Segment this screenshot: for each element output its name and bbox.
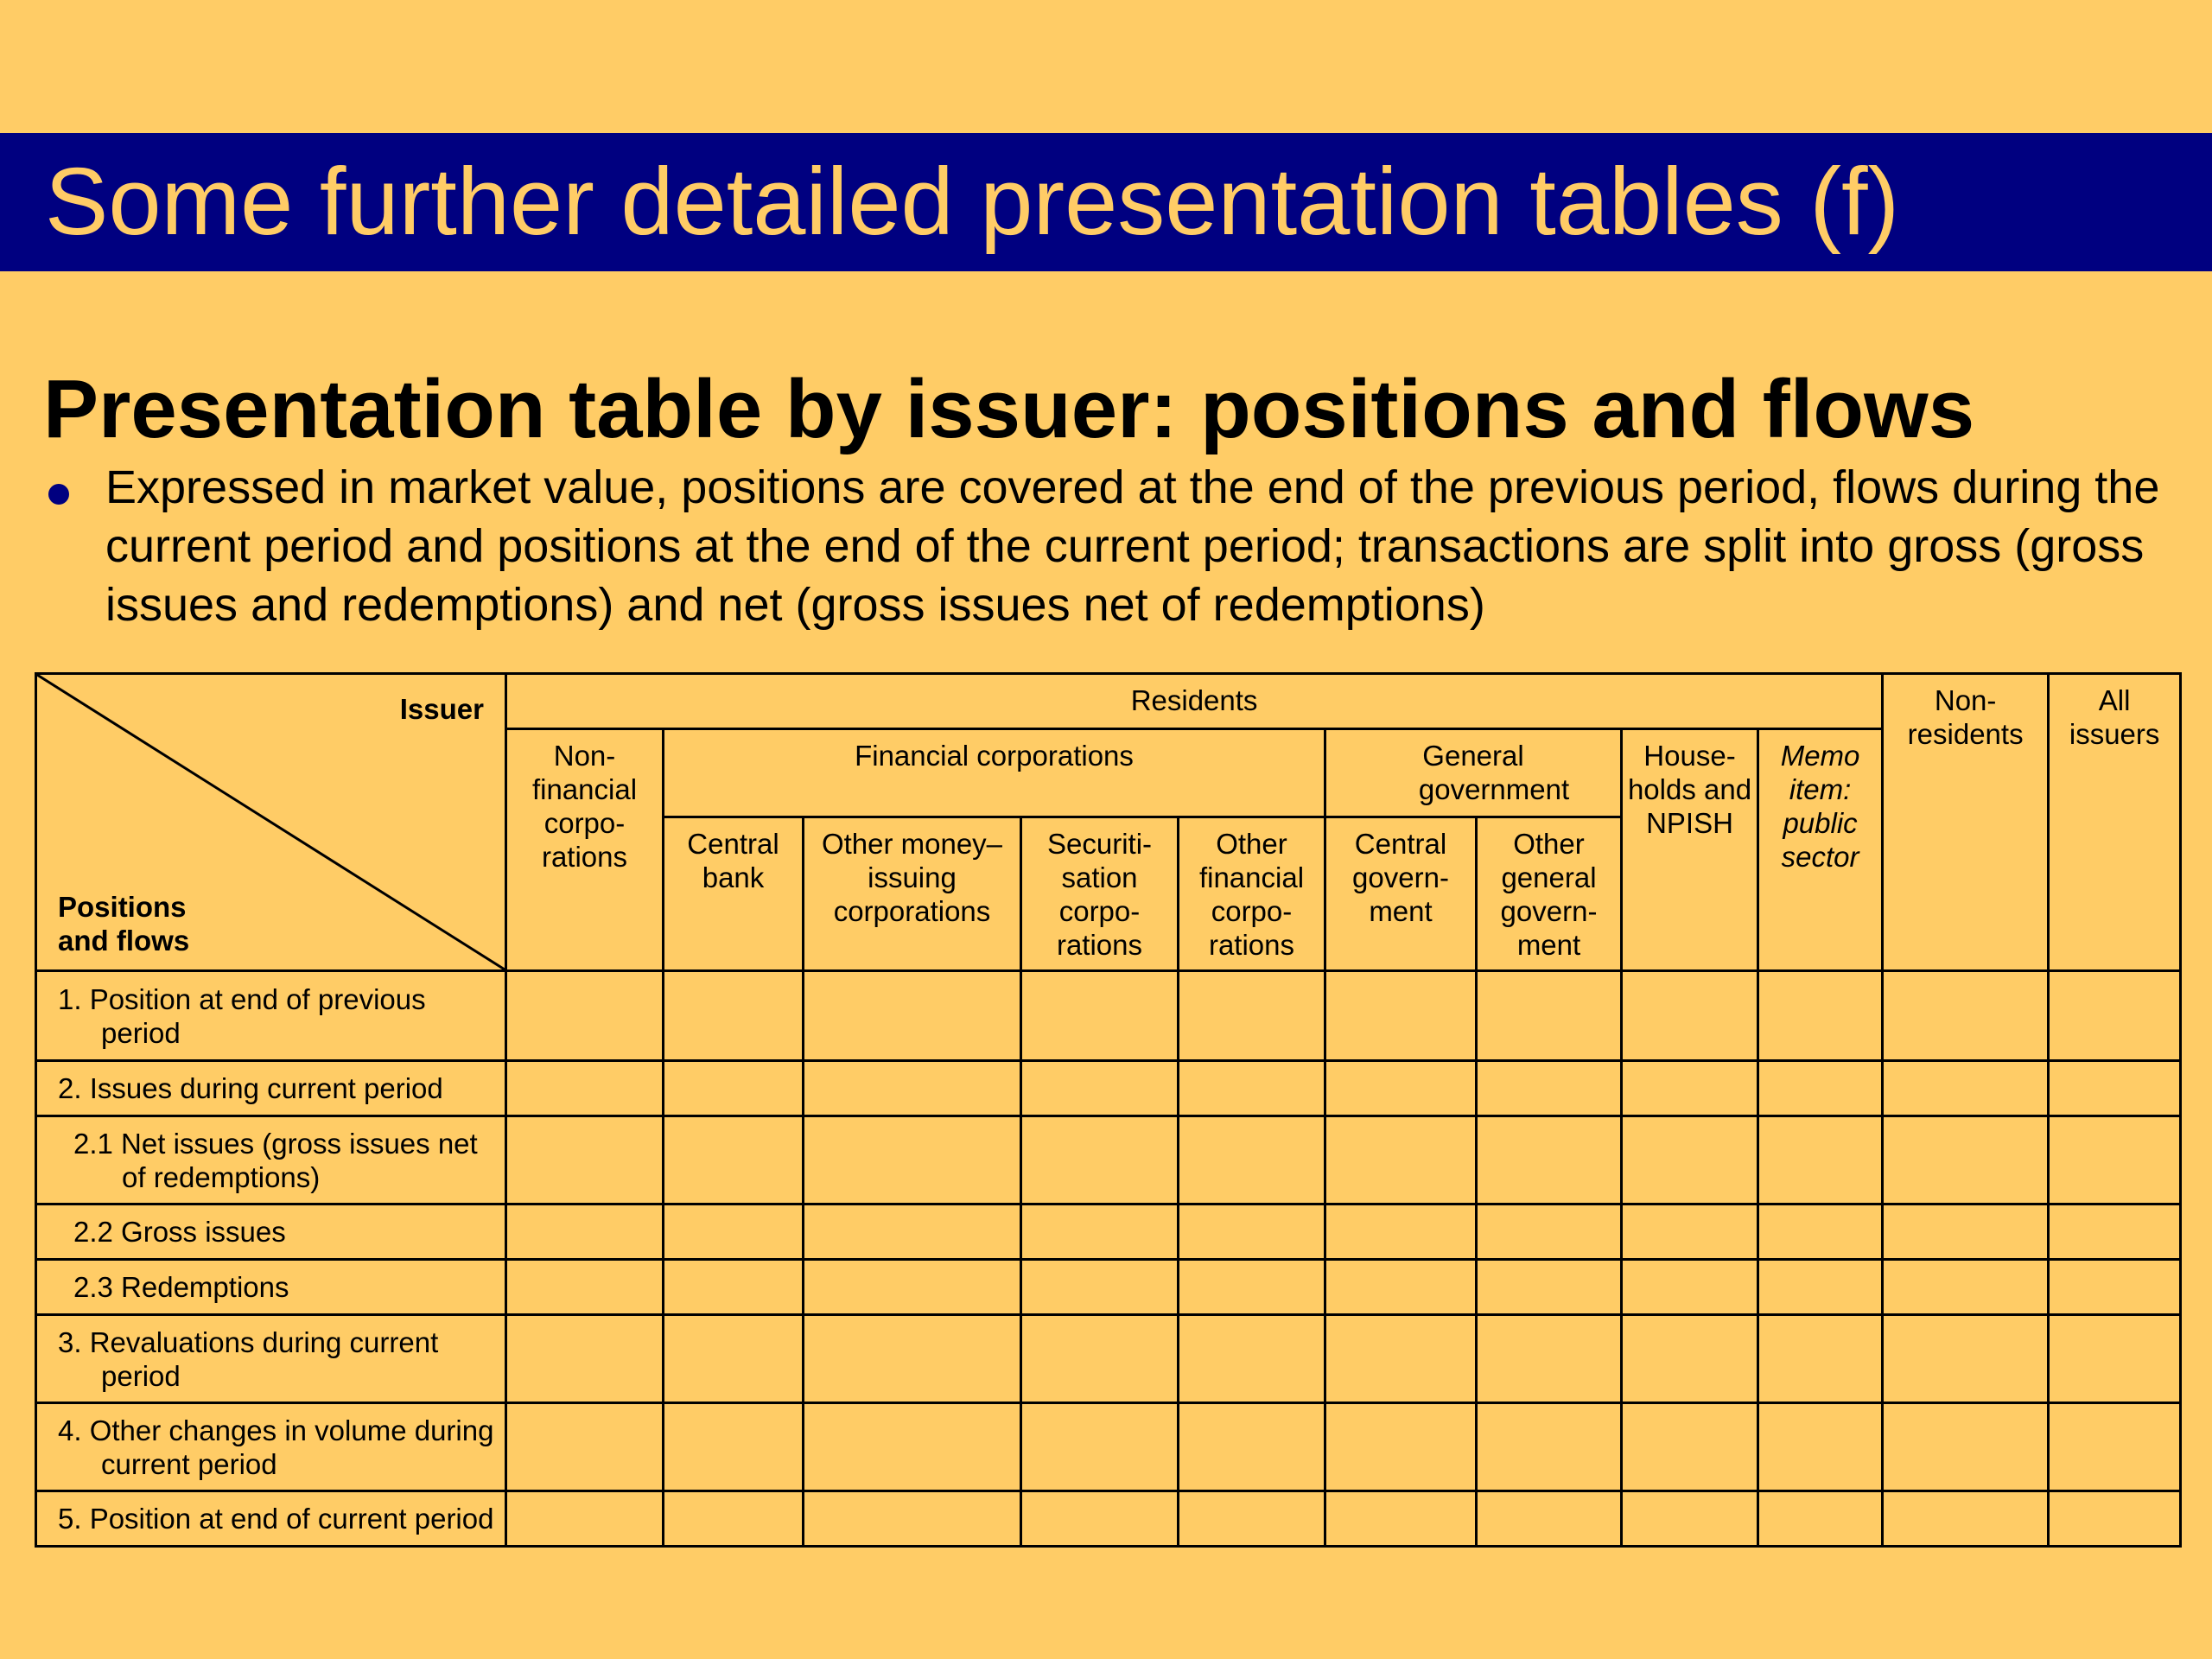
header-general-government: General government (1325, 729, 1622, 817)
slide-title: Some further detailed presentation tables (f) (45, 149, 1900, 255)
row-label: 5. Position at end of current period (36, 1491, 506, 1547)
table-row (36, 1315, 2181, 1403)
header-memo-public-sector: Memo item: public sector (1758, 729, 1883, 971)
table-corner-cell (36, 674, 506, 971)
header-financial-corporations: Financial corporations (664, 729, 1325, 817)
table-row (36, 1491, 2181, 1547)
header-non-residents: Non-residents (1883, 674, 2049, 971)
issuer-label: Issuer (399, 693, 484, 725)
table-row (36, 1260, 2181, 1315)
header-other-money: Other money–issuing corporations (804, 817, 1021, 971)
row-label: 2.3 Redemptions (36, 1260, 506, 1315)
table-row (36, 1116, 2181, 1205)
table-row (36, 971, 2181, 1061)
header-central-government: Central govern-ment (1325, 817, 1477, 971)
header-residents: Residents (506, 674, 1883, 729)
header-all-issuers: All issuers (2049, 674, 2181, 971)
header-central-bank: Central bank (664, 817, 804, 971)
table-row (36, 1403, 2181, 1491)
header-households: House-holds and NPISH (1622, 729, 1758, 971)
positions-flows-label: Positions and flows (58, 891, 190, 957)
header-other-financial: Other financial corpo-rations (1179, 817, 1325, 971)
row-label: 2.1 Net issues (gross issues net of redemptions) (36, 1116, 506, 1205)
header-securitisation: Securiti-sation corpo-rations (1021, 817, 1179, 971)
table-row (36, 1061, 2181, 1116)
row-label: 2. Issues during current period (36, 1061, 506, 1116)
row-label: 2.2 Gross issues (36, 1205, 506, 1260)
bullet-icon (48, 484, 69, 505)
bullet-text: Expressed in market value, positions are covered at the end of the previous period, flows during the current period and positions at the end of the current period; transactions are split into gross (gross issues and redemptions) and net (gross issues net of redemptions) (105, 461, 2160, 631)
row-label: 4. Other changes in volume during current period (36, 1403, 506, 1491)
slide-heading: Presentation table by issuer: positions and flows (43, 363, 1975, 455)
table-row (36, 1205, 2181, 1260)
header-non-financial: Non-financial corpo-rations (506, 729, 664, 971)
row-label: 3. Revaluations during current period (36, 1315, 506, 1403)
header-other-general: Other general govern-ment (1477, 817, 1622, 971)
title-bar (0, 133, 2212, 271)
presentation-table (35, 672, 2182, 1548)
row-label: 1. Position at end of previous period (36, 971, 506, 1061)
